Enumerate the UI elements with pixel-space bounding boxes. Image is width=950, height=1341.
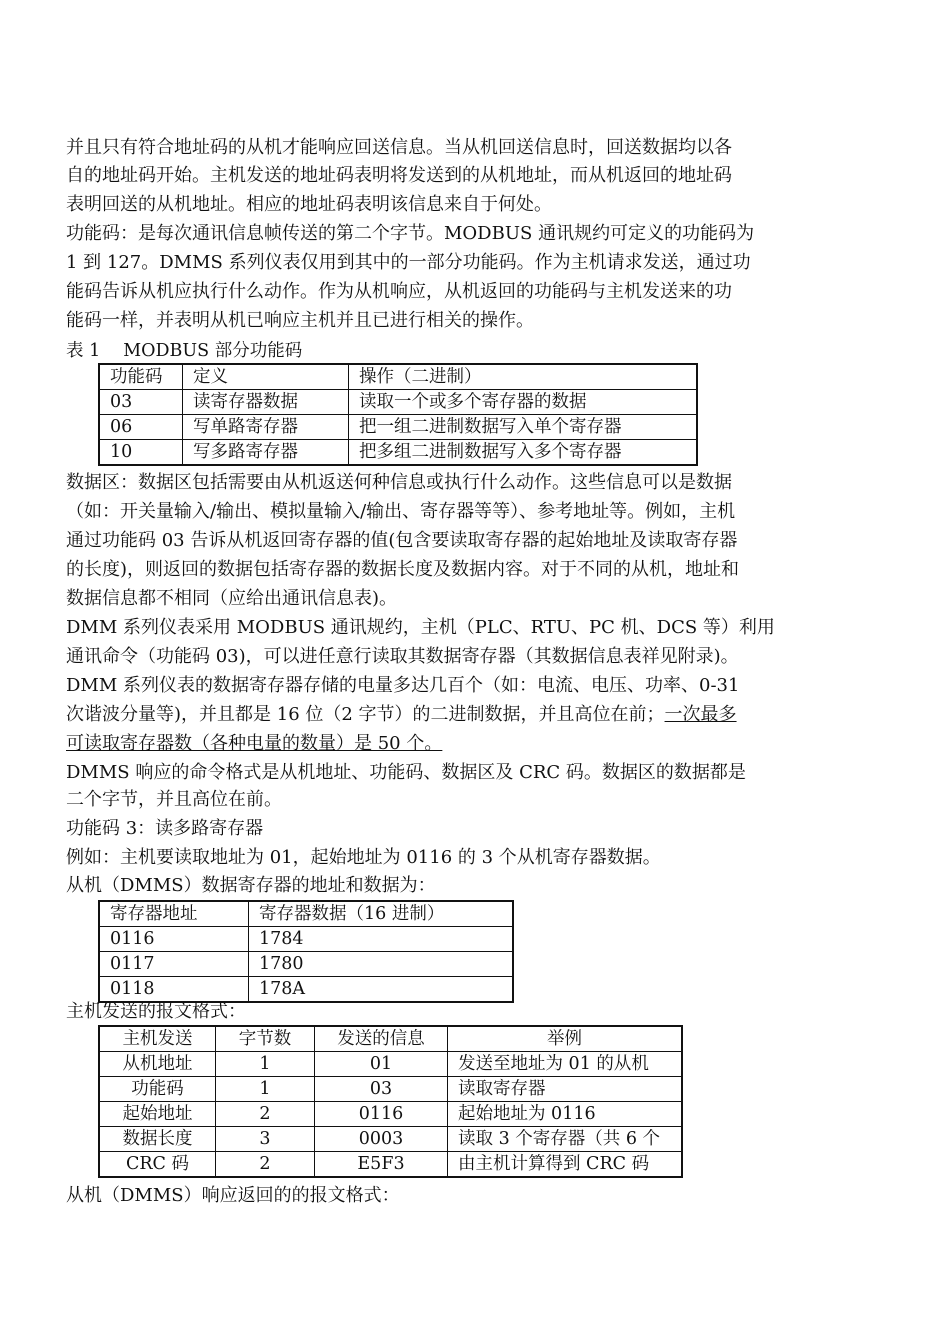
table-row [99,1152,682,1178]
paragraph-text: 次谐波分量等)，并且都是 16 位（2 字节）的二进制数据，并且高位在前； [66,704,665,725]
table-cell: CRC 码 [99,1152,216,1178]
table-header-row [99,901,513,927]
table-row [99,927,513,952]
paragraph-line [66,702,791,728]
paragraph-line: （如：开关量输入/输出、模拟量输入/输出、寄存器等等）、参考地址等。例如，主机 [66,501,736,522]
table-cell: 0003 [315,1127,448,1152]
table-header-row [99,1026,682,1052]
underlined-text: 可读取寄存器数（各种电量的数量）是 50 个。 [66,733,443,754]
table-cell: 发送至地址为 01 的从机 [448,1052,683,1077]
paragraph-line [66,731,791,757]
table-cell: 1 [216,1052,315,1077]
paragraph-line: 通过功能码 03 告诉从机返回寄存器的值(包含要读取寄存器的起始地址及读取寄存器 [66,530,738,551]
table-cell: 把一组二进制数据写入单个寄存器 [349,415,698,440]
register-data-table [98,900,514,1003]
paragraph-line: 通讯命令（功能码 03)，可以进任意行读取其数据寄存器（其数据信息表祥见附录)。 [66,646,739,667]
function-code-table [98,363,698,466]
table-cell: 由主机计算得到 CRC 码 [448,1152,683,1178]
table-header-row [99,364,697,390]
table-header-cell: 举例 [448,1026,683,1052]
table-cell: 数据长度 [99,1127,216,1152]
table-cell: 0117 [99,952,249,977]
paragraph-line: 功能码：是每次通讯信息帧传送的第二个字节。MODBUS 通讯规约可定义的功能码为 [66,223,755,244]
host-send-format-table [98,1025,683,1178]
table-cell: 0118 [99,977,249,1003]
table-cell: E5F3 [315,1152,448,1178]
table-cell: 起始地址为 0116 [448,1102,683,1127]
paragraph-line: DMM 系列仪表的数据寄存器存储的电量多达几百个（如：电流、电压、功率、0-31 [66,675,740,696]
table-cell: 0116 [99,927,249,952]
paragraph-line: 数据区：数据区包括需要由从机返送何种信息或执行什么动作。这些信息可以是数据 [66,472,732,493]
table-header-cell: 字节数 [216,1026,315,1052]
table-cell: 1784 [249,927,514,952]
table-row [99,415,697,440]
paragraph-line: 表明回送的从机地址。相应的地址码表明该信息来自于何处。 [66,194,552,215]
paragraph-line: 能码一样，并表明从机已响应主机并且已进行相关的操作。 [66,310,534,331]
table-cell: 03 [99,390,183,415]
table-header-cell: 操作（二进制） [349,364,698,390]
table-cell: 10 [99,440,183,466]
table-header-cell: 定义 [183,364,349,390]
paragraph-line: 从机（DMMS）响应返回的的报文格式： [66,1185,400,1206]
paragraph-line: 例如：主机要读取地址为 01，起始地址为 0116 的 3 个从机寄存器数据。 [66,847,661,868]
paragraph-line: 1 到 127。DMMS 系列仪表仅用到其中的一部分功能码。作为主机请求发送，通过功 [66,252,751,273]
table-row [99,1052,682,1077]
table-cell: 读取 3 个寄存器（共 6 个 [448,1127,683,1152]
paragraph-line: 自的地址码开始。主机发送的地址码表明将发送到的从机地址，而从机返回的地址码 [66,165,732,186]
table-cell: 从机地址 [99,1052,216,1077]
table-header-cell: 发送的信息 [315,1026,448,1052]
table-cell: 读寄存器数据 [183,390,349,415]
table-row [99,440,697,466]
paragraph-line: 从机（DMMS）数据寄存器的地址和数据为： [66,875,436,896]
table-cell: 01 [315,1052,448,1077]
table-row [99,390,697,415]
section-heading: 功能码 3：读多路寄存器 [66,818,264,839]
table-row [99,1102,682,1127]
paragraph-line: 数据信息都不相同（应给出通讯信息表)。 [66,588,398,609]
table-cell: 读取一个或多个寄存器的数据 [349,390,698,415]
table-cell: 3 [216,1127,315,1152]
paragraph-line: 的长度)，则返回的数据包括寄存器的数据长度及数据内容。对于不同的从机，地址和 [66,559,740,580]
paragraph-line: 并且只有符合地址码的从机才能响应回送信息。当从机回送信息时，回送数据均以各 [66,137,732,158]
table-header-cell: 功能码 [99,364,183,390]
table-cell: 把多组二进制数据写入多个寄存器 [349,440,698,466]
table-cell: 2 [216,1102,315,1127]
table-row [99,952,513,977]
table-cell: 2 [216,1152,315,1178]
table-cell: 1 [216,1077,315,1102]
table-header-cell: 寄存器地址 [99,901,249,927]
underlined-text: 一次最多 [664,704,737,725]
table-cell: 03 [315,1077,448,1102]
paragraph-line: 主机发送的报文格式： [66,1001,246,1022]
table-cell: 起始地址 [99,1102,216,1127]
table-cell: 1780 [249,952,514,977]
paragraph-line: DMMS 响应的命令格式是从机地址、功能码、数据区及 CRC 码。数据区的数据都是 [66,762,746,783]
table-row [99,1127,682,1152]
table-header-cell: 寄存器数据（16 进制） [249,901,514,927]
table-caption: 表 1 MODBUS 部分功能码 [66,341,303,361]
table-cell: 读取寄存器 [448,1077,683,1102]
paragraph-line: 能码告诉从机应执行什么动作。作为从机响应，从机返回的功能码与主机发送来的功 [66,281,732,302]
table-cell: 178A [249,977,514,1003]
table-cell: 06 [99,415,183,440]
table-cell: 0116 [315,1102,448,1127]
table-cell: 写多路寄存器 [183,440,349,466]
table-header-cell: 主机发送 [99,1026,216,1052]
paragraph-line: 二个字节，并且高位在前。 [66,789,282,810]
paragraph-line: DMM 系列仪表采用 MODBUS 通讯规约，主机（PLC、RTU、PC 机、DCS 等）利用 [66,617,775,638]
table-cell: 写单路寄存器 [183,415,349,440]
table-cell: 功能码 [99,1077,216,1102]
table-row [99,1077,682,1102]
